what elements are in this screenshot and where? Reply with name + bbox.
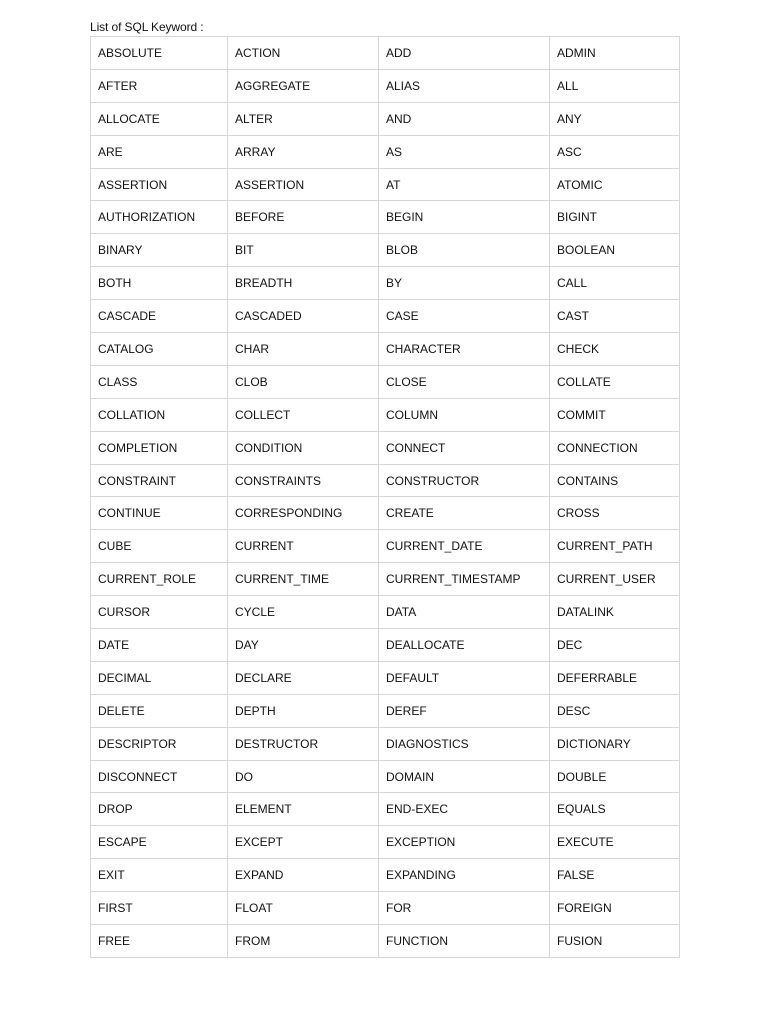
- keyword-cell: AT: [379, 168, 550, 201]
- keyword-cell: COLLECT: [228, 398, 379, 431]
- table-row: [91, 201, 680, 234]
- table-row: [91, 102, 680, 135]
- keyword-cell: CALL: [550, 267, 680, 300]
- keyword-cell: DELETE: [91, 694, 228, 727]
- keyword-cell: BOOLEAN: [550, 234, 680, 267]
- keyword-cell: BEGIN: [379, 201, 550, 234]
- keyword-cell: FROM: [228, 925, 379, 958]
- keyword-cell: EXPANDING: [379, 859, 550, 892]
- keyword-cell: FALSE: [550, 859, 680, 892]
- keyword-cell: CURRENT_PATH: [550, 530, 680, 563]
- keyword-cell: CLOSE: [379, 365, 550, 398]
- keyword-cell: DOUBLE: [550, 760, 680, 793]
- keyword-cell: CLOB: [228, 365, 379, 398]
- keyword-cell: AS: [379, 135, 550, 168]
- keyword-cell: CYCLE: [228, 596, 379, 629]
- keyword-cell: FIRST: [91, 892, 228, 925]
- keyword-cell: CREATE: [379, 497, 550, 530]
- keyword-cell: DEPTH: [228, 694, 379, 727]
- keyword-cell: DECLARE: [228, 661, 379, 694]
- keyword-cell: DICTIONARY: [550, 727, 680, 760]
- keyword-cell: CURRENT_TIMESTAMP: [379, 563, 550, 596]
- table-row: [91, 168, 680, 201]
- keyword-cell: BINARY: [91, 234, 228, 267]
- table-row: [91, 333, 680, 366]
- keyword-table-body: [91, 37, 680, 958]
- keyword-cell: FUNCTION: [379, 925, 550, 958]
- table-row: [91, 37, 680, 70]
- keyword-cell: EXECUTE: [550, 826, 680, 859]
- keyword-cell: CONSTRAINT: [91, 464, 228, 497]
- keyword-cell: CONDITION: [228, 431, 379, 464]
- keyword-cell: DATE: [91, 629, 228, 662]
- keyword-cell: COLLATE: [550, 365, 680, 398]
- keyword-cell: DATALINK: [550, 596, 680, 629]
- keyword-cell: CROSS: [550, 497, 680, 530]
- keyword-cell: CURSOR: [91, 596, 228, 629]
- keyword-cell: DROP: [91, 793, 228, 826]
- keyword-cell: BLOB: [379, 234, 550, 267]
- table-row: [91, 267, 680, 300]
- keyword-cell: BEFORE: [228, 201, 379, 234]
- keyword-cell: BIGINT: [550, 201, 680, 234]
- keyword-cell: BREADTH: [228, 267, 379, 300]
- keyword-cell: DEFERRABLE: [550, 661, 680, 694]
- keyword-cell: ADD: [379, 37, 550, 70]
- keyword-cell: CONSTRUCTOR: [379, 464, 550, 497]
- keyword-cell: DAY: [228, 629, 379, 662]
- keyword-cell: FREE: [91, 925, 228, 958]
- keyword-cell: DESTRUCTOR: [228, 727, 379, 760]
- table-row: [91, 398, 680, 431]
- page-title: List of SQL Keyword :: [90, 20, 204, 34]
- keyword-cell: EXCEPT: [228, 826, 379, 859]
- keyword-cell: BY: [379, 267, 550, 300]
- keyword-cell: ALIAS: [379, 69, 550, 102]
- keyword-cell: ASC: [550, 135, 680, 168]
- keyword-cell: CASCADE: [91, 300, 228, 333]
- keyword-cell: ALTER: [228, 102, 379, 135]
- keyword-cell: AFTER: [91, 69, 228, 102]
- keyword-cell: FOREIGN: [550, 892, 680, 925]
- keyword-cell: ASSERTION: [228, 168, 379, 201]
- table-row: [91, 925, 680, 958]
- keyword-cell: CHECK: [550, 333, 680, 366]
- keyword-cell: COLUMN: [379, 398, 550, 431]
- keyword-cell: DEALLOCATE: [379, 629, 550, 662]
- keyword-cell: ARRAY: [228, 135, 379, 168]
- keyword-cell: ELEMENT: [228, 793, 379, 826]
- keyword-cell: CONNECTION: [550, 431, 680, 464]
- keyword-cell: ALL: [550, 69, 680, 102]
- table-row: [91, 135, 680, 168]
- keyword-cell: DO: [228, 760, 379, 793]
- keyword-cell: DESCRIPTOR: [91, 727, 228, 760]
- keyword-cell: ASSERTION: [91, 168, 228, 201]
- keyword-cell: EQUALS: [550, 793, 680, 826]
- keyword-cell: CURRENT_USER: [550, 563, 680, 596]
- keyword-cell: COLLATION: [91, 398, 228, 431]
- keyword-cell: DEFAULT: [379, 661, 550, 694]
- keyword-cell: CURRENT_DATE: [379, 530, 550, 563]
- keyword-cell: CONNECT: [379, 431, 550, 464]
- keyword-cell: CURRENT_TIME: [228, 563, 379, 596]
- table-row: [91, 431, 680, 464]
- keyword-cell: CORRESPONDING: [228, 497, 379, 530]
- table-row: [91, 530, 680, 563]
- keyword-table: [90, 36, 680, 958]
- table-row: [91, 596, 680, 629]
- keyword-cell: DEREF: [379, 694, 550, 727]
- keyword-cell: ARE: [91, 135, 228, 168]
- table-row: [91, 892, 680, 925]
- keyword-cell: DEC: [550, 629, 680, 662]
- keyword-cell: AND: [379, 102, 550, 135]
- table-row: [91, 300, 680, 333]
- keyword-cell: FUSION: [550, 925, 680, 958]
- keyword-cell: CHAR: [228, 333, 379, 366]
- keyword-cell: CONTINUE: [91, 497, 228, 530]
- keyword-cell: CLASS: [91, 365, 228, 398]
- keyword-cell: DISCONNECT: [91, 760, 228, 793]
- keyword-cell: ACTION: [228, 37, 379, 70]
- keyword-cell: COMMIT: [550, 398, 680, 431]
- keyword-cell: CASCADED: [228, 300, 379, 333]
- keyword-cell: BIT: [228, 234, 379, 267]
- table-row: [91, 859, 680, 892]
- keyword-cell: CURRENT: [228, 530, 379, 563]
- table-row: [91, 234, 680, 267]
- table-row: [91, 694, 680, 727]
- keyword-cell: DECIMAL: [91, 661, 228, 694]
- keyword-cell: ESCAPE: [91, 826, 228, 859]
- keyword-cell: COMPLETION: [91, 431, 228, 464]
- keyword-cell: BOTH: [91, 267, 228, 300]
- keyword-cell: DOMAIN: [379, 760, 550, 793]
- keyword-cell: CATALOG: [91, 333, 228, 366]
- table-row: [91, 760, 680, 793]
- keyword-cell: EXPAND: [228, 859, 379, 892]
- table-row: [91, 497, 680, 530]
- keyword-cell: CASE: [379, 300, 550, 333]
- keyword-cell: FLOAT: [228, 892, 379, 925]
- keyword-cell: CAST: [550, 300, 680, 333]
- keyword-cell: ATOMIC: [550, 168, 680, 201]
- keyword-cell: ANY: [550, 102, 680, 135]
- table-row: [91, 629, 680, 662]
- keyword-cell: EXIT: [91, 859, 228, 892]
- keyword-cell: CONTAINS: [550, 464, 680, 497]
- keyword-cell: CUBE: [91, 530, 228, 563]
- table-row: [91, 365, 680, 398]
- table-row: [91, 661, 680, 694]
- keyword-cell: AGGREGATE: [228, 69, 379, 102]
- keyword-cell: CONSTRAINTS: [228, 464, 379, 497]
- keyword-cell: DATA: [379, 596, 550, 629]
- table-row: [91, 69, 680, 102]
- keyword-cell: CHARACTER: [379, 333, 550, 366]
- keyword-cell: ALLOCATE: [91, 102, 228, 135]
- table-row: [91, 563, 680, 596]
- table-row: [91, 826, 680, 859]
- keyword-cell: ABSOLUTE: [91, 37, 228, 70]
- keyword-cell: EXCEPTION: [379, 826, 550, 859]
- table-row: [91, 727, 680, 760]
- keyword-cell: DESC: [550, 694, 680, 727]
- keyword-cell: FOR: [379, 892, 550, 925]
- keyword-cell: END-EXEC: [379, 793, 550, 826]
- keyword-cell: CURRENT_ROLE: [91, 563, 228, 596]
- table-row: [91, 793, 680, 826]
- keyword-cell: AUTHORIZATION: [91, 201, 228, 234]
- table-row: [91, 464, 680, 497]
- keyword-cell: DIAGNOSTICS: [379, 727, 550, 760]
- keyword-cell: ADMIN: [550, 37, 680, 70]
